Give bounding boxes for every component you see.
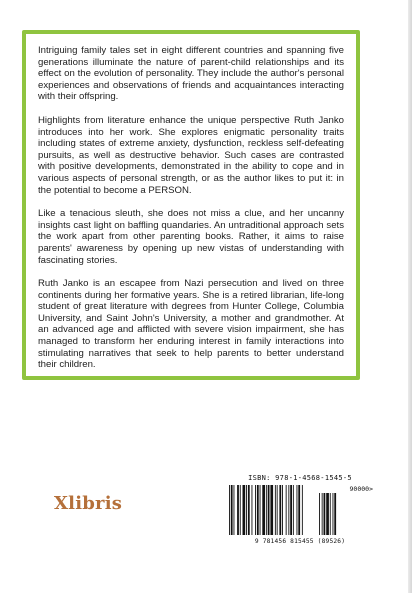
blurb-paragraph-2: Highlights from literature enhance the unique perspective Ruth Janko introduces into her work. She explores enigmatic personality traits including states of extreme anxiety, dysfunction, reckless self-defeating pursuits, as well as destructive behavior. Such cases are contrasted with positive developments, demonstrated in the ability to cope and in various aspects of personal strength, or as the author likes to put it: in the potential to become a PERSON. (38, 114, 344, 196)
blurb-paragraph-1: Intriguing family tales set in eight different countries and spanning five generations illuminate the nature of parent-child relationships and its effect on the evolution of personality. They include the author's personal experiences and observations of friends and acquaintances interacting with their offspring. (38, 45, 344, 103)
publisher-logo: Xlibris (54, 493, 123, 514)
barcode-bars (229, 485, 343, 537)
isbn-barcode (225, 476, 375, 548)
blurb-box (22, 30, 360, 380)
isbn-label: ISBN: 978-1-4568-1545-5 (248, 474, 352, 482)
blurb-paragraph-4: Ruth Janko is an escapee from Nazi persecution and lived on three continents during her formative years. She is a retired librarian, life-long student of great literature with degrees from Hunter College, Columbia University, and Saint John's University, a mother and grandmother. At an advanced age and afflicted with severe vision impairment, she has managed to transform her enduring interest in family interactions into stimulating narratives that seek to help parents to better understand their children. (38, 278, 344, 371)
page-edge-shade (408, 0, 412, 593)
blurb-paragraph-3: Like a tenacious sleuth, she does not miss a clue, and her uncanny insights cast light on baffling quandaries. An untraditional approach sets the work apart from other parenting books. Rather, it aims to raise parents' awareness by opening up new vistas of understanding with fascinating stories. (38, 208, 344, 266)
barcode-addon-code: 90000> (349, 485, 373, 493)
barcode-digits: 9 781456 815455 (89526) (254, 538, 346, 545)
